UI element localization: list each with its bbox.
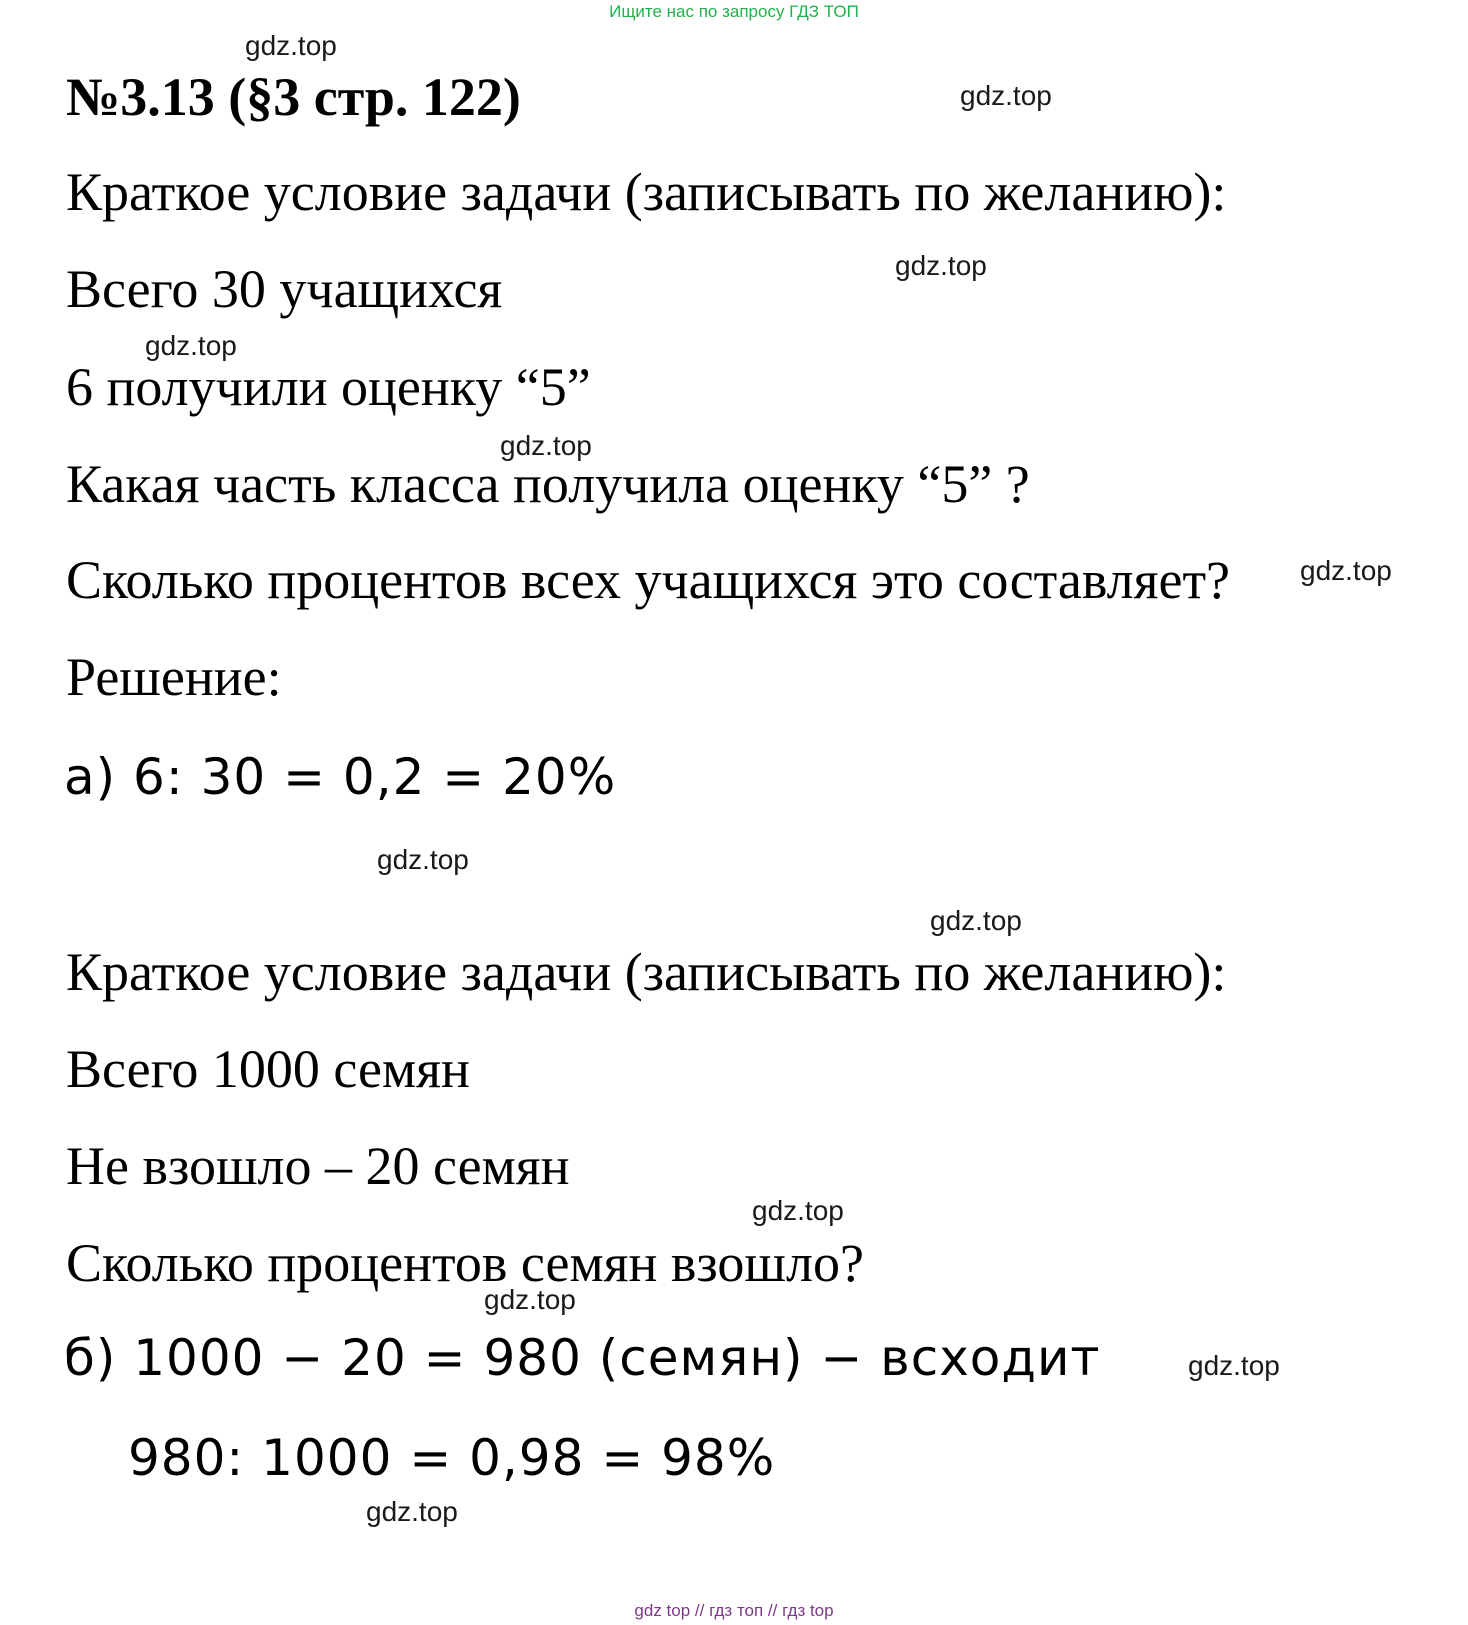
condition-line-a2: 6 получили оценку “5” xyxy=(66,357,591,417)
watermark: gdz.top xyxy=(484,1284,576,1315)
condition-line-a3: Какая часть класса получила оценку “5” ? xyxy=(66,454,1030,514)
footer-links: gdz top // гдз топ // гдз top xyxy=(634,1601,834,1620)
watermark: gdz.top xyxy=(1300,555,1392,586)
solution-label: Решение: xyxy=(66,647,282,707)
condition-line-b3: Сколько процентов семян взошло? xyxy=(66,1233,864,1293)
watermark: gdz.top xyxy=(145,330,237,361)
watermark: gdz.top xyxy=(366,1496,458,1527)
watermark: gdz.top xyxy=(377,844,469,875)
condition-label-a: Краткое условие задачи (записывать по желанию): xyxy=(66,162,1227,222)
watermark: gdz.top xyxy=(245,30,337,61)
top-banner: Ищите нас по запросу ГДЗ ТОП xyxy=(609,2,859,21)
condition-line-a1: Всего 30 учащихся xyxy=(66,259,503,319)
calculation-b1: б) 1000 − 20 = 980 (семян) − всходит xyxy=(64,1329,1101,1387)
page-title: №3.13 (§3 стр. 122) xyxy=(66,67,521,127)
condition-line-b2: Не взошло – 20 семян xyxy=(66,1136,570,1196)
condition-label-b: Краткое условие задачи (записывать по желанию): xyxy=(66,942,1227,1002)
condition-line-a4: Сколько процентов всех учащихся это составляет? xyxy=(66,550,1231,610)
watermark: gdz.top xyxy=(895,250,987,281)
watermark: gdz.top xyxy=(1188,1350,1280,1381)
watermark: gdz.top xyxy=(752,1195,844,1226)
condition-line-b1: Всего 1000 семян xyxy=(66,1039,470,1099)
watermark: gdz.top xyxy=(500,430,592,461)
calculation-b2: 980: 1000 = 0,98 = 98% xyxy=(128,1429,776,1487)
watermark: gdz.top xyxy=(960,80,1052,111)
watermark: gdz.top xyxy=(930,905,1022,936)
calculation-a: а) 6: 30 = 0,2 = 20% xyxy=(64,748,617,806)
